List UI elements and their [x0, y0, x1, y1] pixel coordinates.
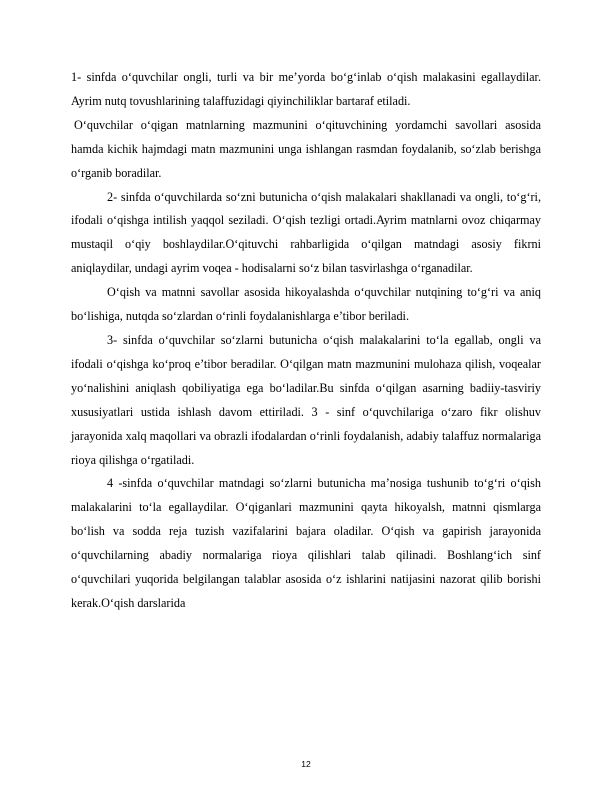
paragraph-grade-3: 3- sinfda o‘quvchilar so‘zlarni butunicha o‘qish malakalarini to‘la egallab, ongli va ifodali o‘qishga ko‘proq e’tibor beradilar. O‘qilgan matn mazmunini mulohaza qilish, voqealar yo‘nalishini aniqlash qobiliyatiga ega bo‘ladilar.Bu sinfda o‘qilgan asarning badiiy-tasviriy xususiyatlari ustida ishlash davom ettiriladi. 3 - sinf o‘quvchilariga o‘zaro fikr olishuv jarayonida xalq maqollari va obrazli ifodalardan o‘rinli foydalanish, adabiy talaffuz normalariga rioya qilishga o‘rgatiladi. [71, 332, 541, 467]
paragraph-grade-4: 4 -sinfda o‘quvchilar matndagi so‘zlarni butunicha ma’nosiga tushunib to‘g‘ri o‘qish malakalarini to‘la egallaydilar. O‘qiganlari mazmunini qayta hikoyalsh, matnni qismlarga bo‘lish va sodda reja tuzish vazifalarini bajara oladilar. O‘qish va gapirish jarayonida o‘quvchilarning abadiy normalariga rioya qilishlari talab qilinadi. Boshlang‘ich sinf o‘quvchilari yuqorida belgilangan talablar asosida o‘z ishlarini natijasini nazorat qilib borishi kerak.O‘qish darslarida [71, 476, 541, 610]
paragraph-grade-1: 1- sinfda o‘quvchilar ongli, turli va bir me’yorda bo‘g‘inlab o‘qish malakasini egallaydilar. Ayrim nutq tovushlarining talaffuzidagi qiyinchiliklar bartaraf etiladi. [71, 70, 541, 108]
paragraph-retelling: O‘quvchilar o‘qigan matnlarning mazmunini o‘qituvchining yordamchi savollari asosida hamda kichik hajmdagi matn mazmunini unga ishlangan rasmdan foydalanib, so‘zlab berishga o‘rganib boradilar. [71, 117, 541, 180]
paragraph-grade-2: 2- sinfda o‘quvchilarda so‘zni butunicha o‘qish malakalari shakllanadi va ongli, to‘g‘ri, ifodali o‘qishga intilish yaqqol seziladi. O‘qish tezligi ortadi.Ayrim matnlarni ovoz chiqarmay mustaqil o‘qiy boshlaydilar.O‘qituvchi rahbarligida o‘qilgan matndagi asosiy fikrni aniqlaydilar, undagi ayrim voqea - hodisalarni so‘z bilan tasvirlashga o‘rganadilar. [71, 189, 541, 276]
paragraph-speech-accuracy: O‘qish va matnni savollar asosida hikoyalashda o‘quvchilar nutqining to‘g‘ri va aniq bo‘lishiga, nutqda so‘zlardan o‘rinli foydalanishlarga e’tibor beriladi. [71, 285, 541, 324]
document-page [71, 66, 541, 616]
page-number: 12 [301, 759, 311, 769]
